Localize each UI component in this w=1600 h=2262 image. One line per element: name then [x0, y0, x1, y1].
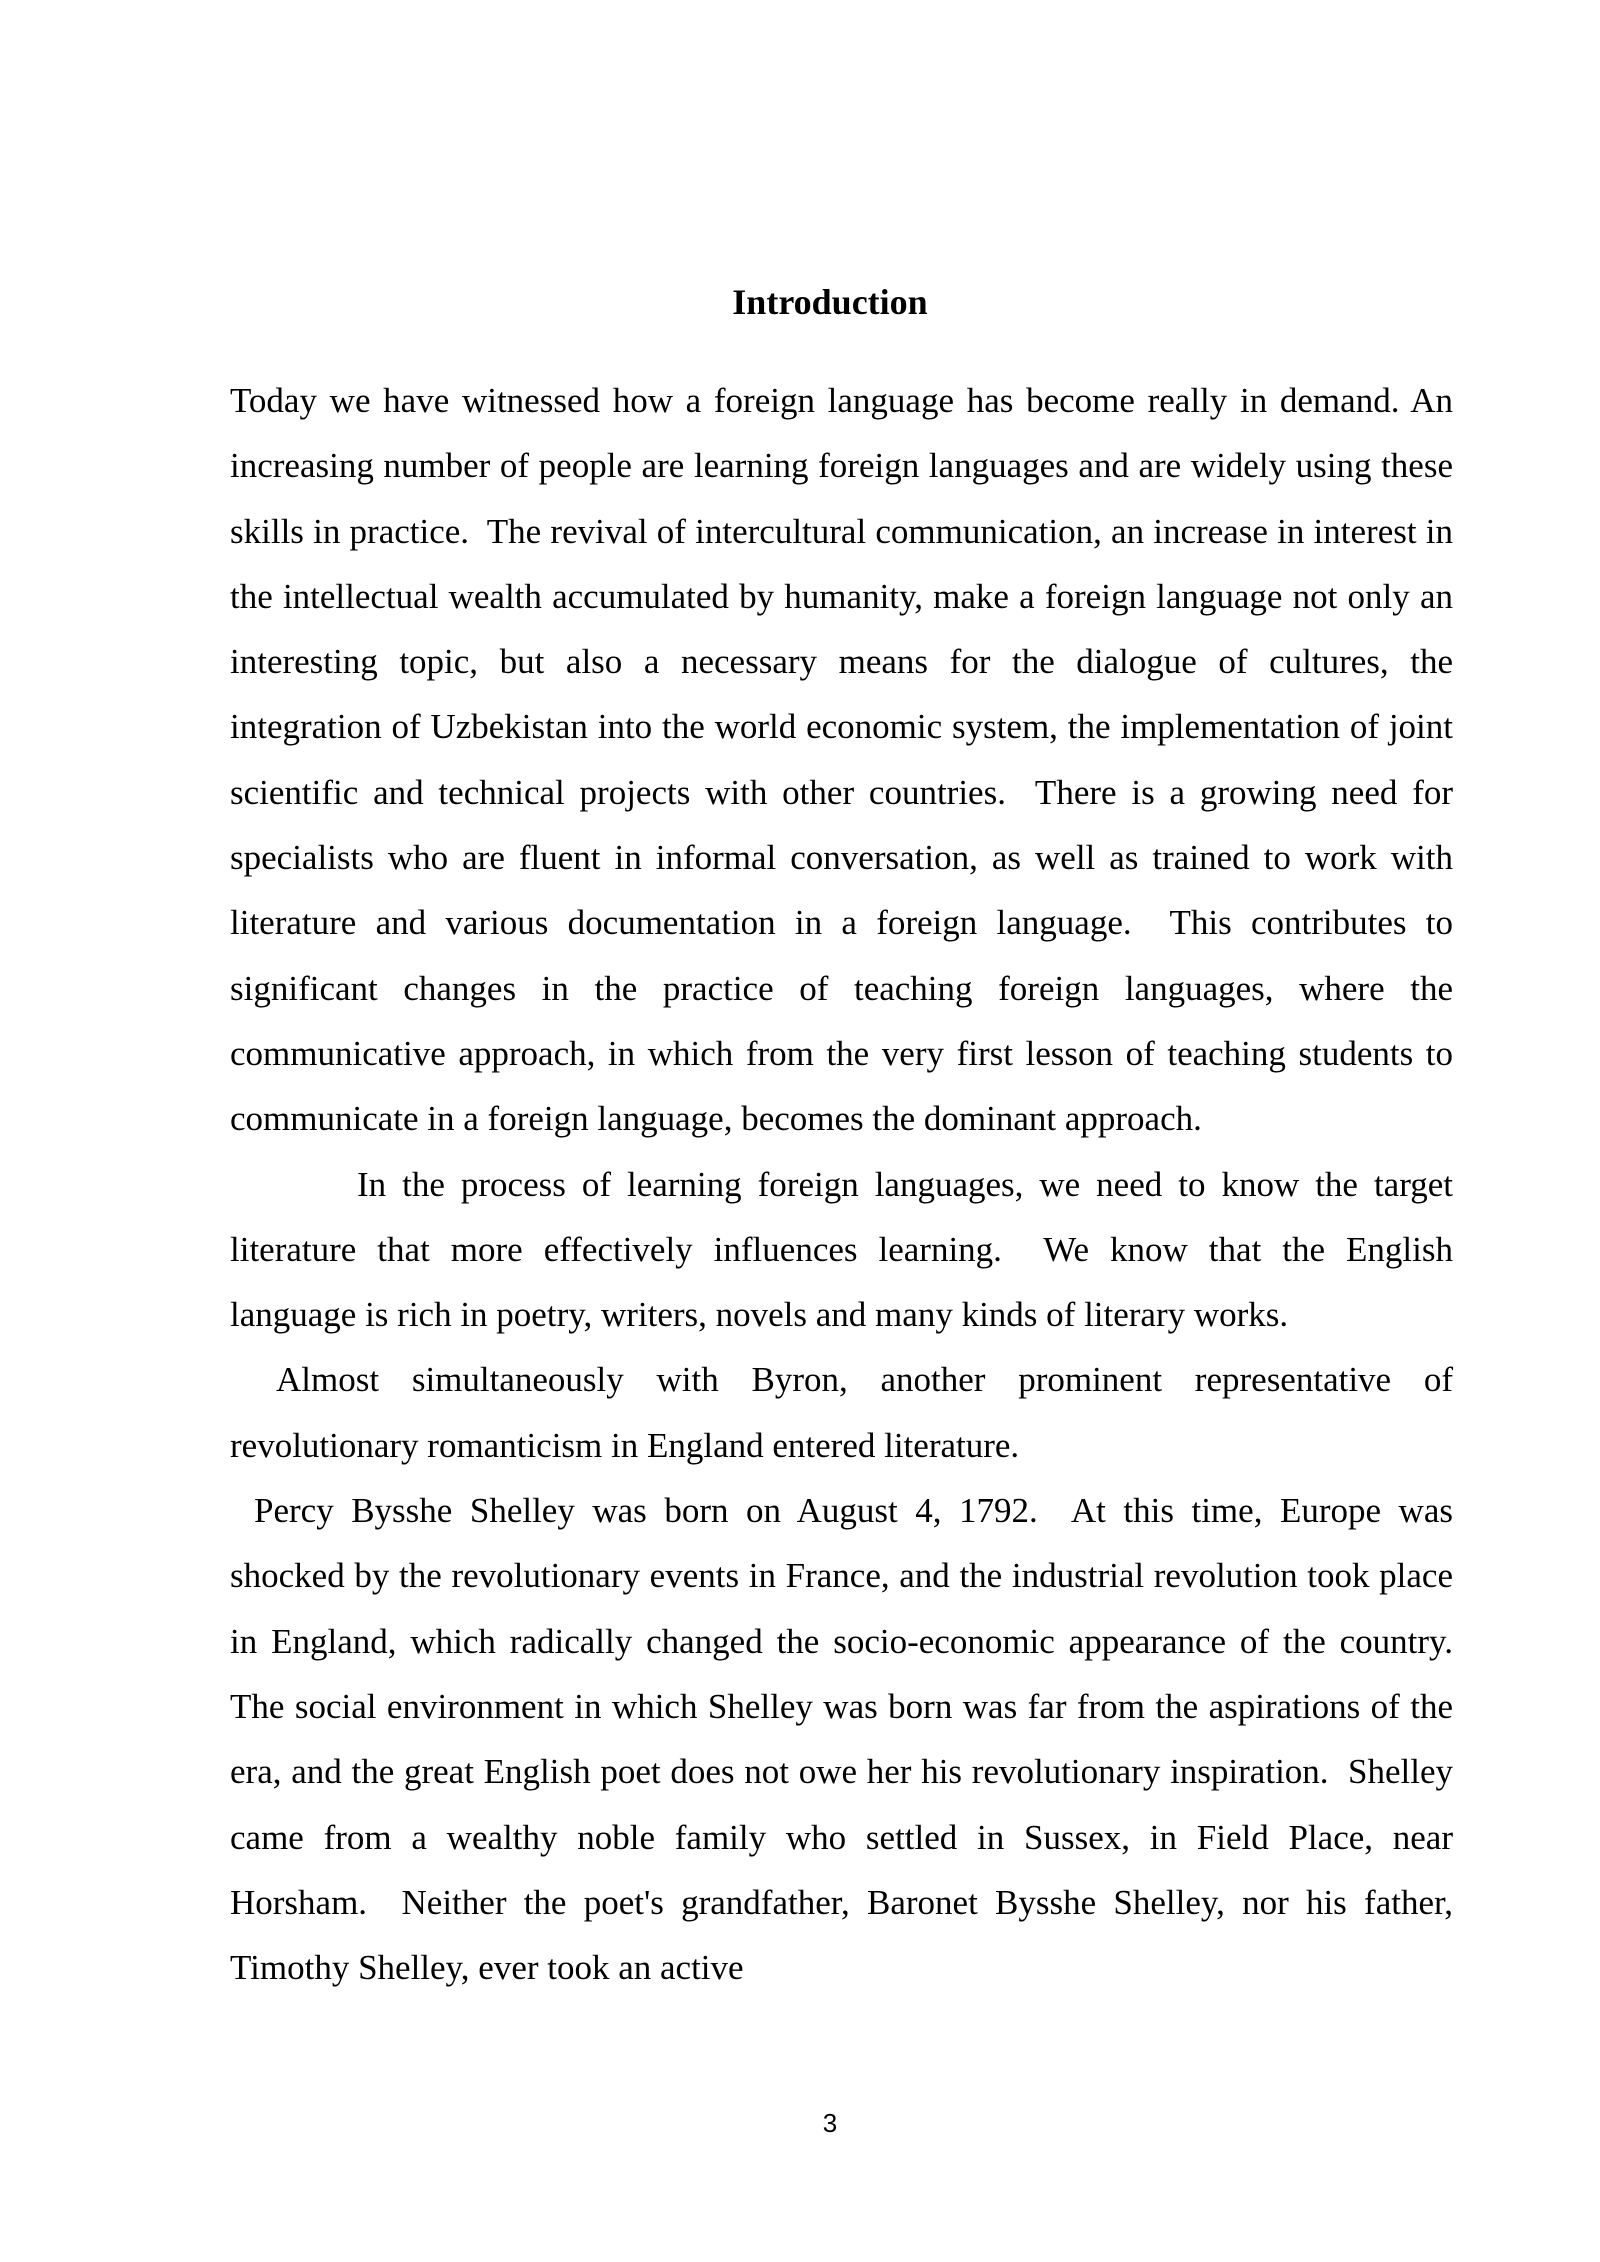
- paragraph-shelley: Percy Bysshe Shelley was born on August 4, 1792. At this time, Europe was shocked by the revolutionary events in France, and the industrial revolution took place in England, which radically changed the socio-economic appearance of the country. The social environment in which Shelley was born was far from the aspirations of the era, and the great English poet does not owe her his revolutionary inspiration. Shelley came from a wealthy noble family who settled in Sussex, in Field Place, near Horsham. Neither the poet's grandfather, Baronet Bysshe Shelley, nor his father, Timothy Shelley, ever took an active: [230, 1491, 1471, 1988]
- paragraph-learning: In the process of learning foreign languages, we need to know the target literature that more effectively influences learning. We know that the English language is rich in poetry, writers, novels and many kinds of literary works.: [230, 1164, 1462, 1335]
- paragraph-byron: Almost simultaneously with Byron, another prominent representative of revolutionary romanticism in England entered literature.: [230, 1360, 1462, 1465]
- body-text: [230, 368, 1471, 2000]
- page-number: 3: [822, 2108, 838, 2138]
- paragraph-intro: Today we have witnessed how a foreign language has become really in demand. An increasing number of people are learning foreign languages and are widely using these skills in practice. The revival of intercultural communication, an increase in interest in the intellectual wealth accumulated by humanity, make a foreign language not only an interesting topic, but also a necessary means for the dialogue of cultures, the integration of Uzbekistan into the world economic system, the implementation of joint scientific and technical projects with other countries. There is a growing need for specialists who are fluent in informal conversation, as well as trained to work with literature and various documentation in a foreign language. This contributes to significant changes in the practice of teaching foreign languages, where the communicative approach, in which from the very first lesson of teaching students to communicate in a foreign language, becomes the dominant approach.: [230, 381, 1462, 1139]
- page-title: Introduction: [732, 282, 928, 322]
